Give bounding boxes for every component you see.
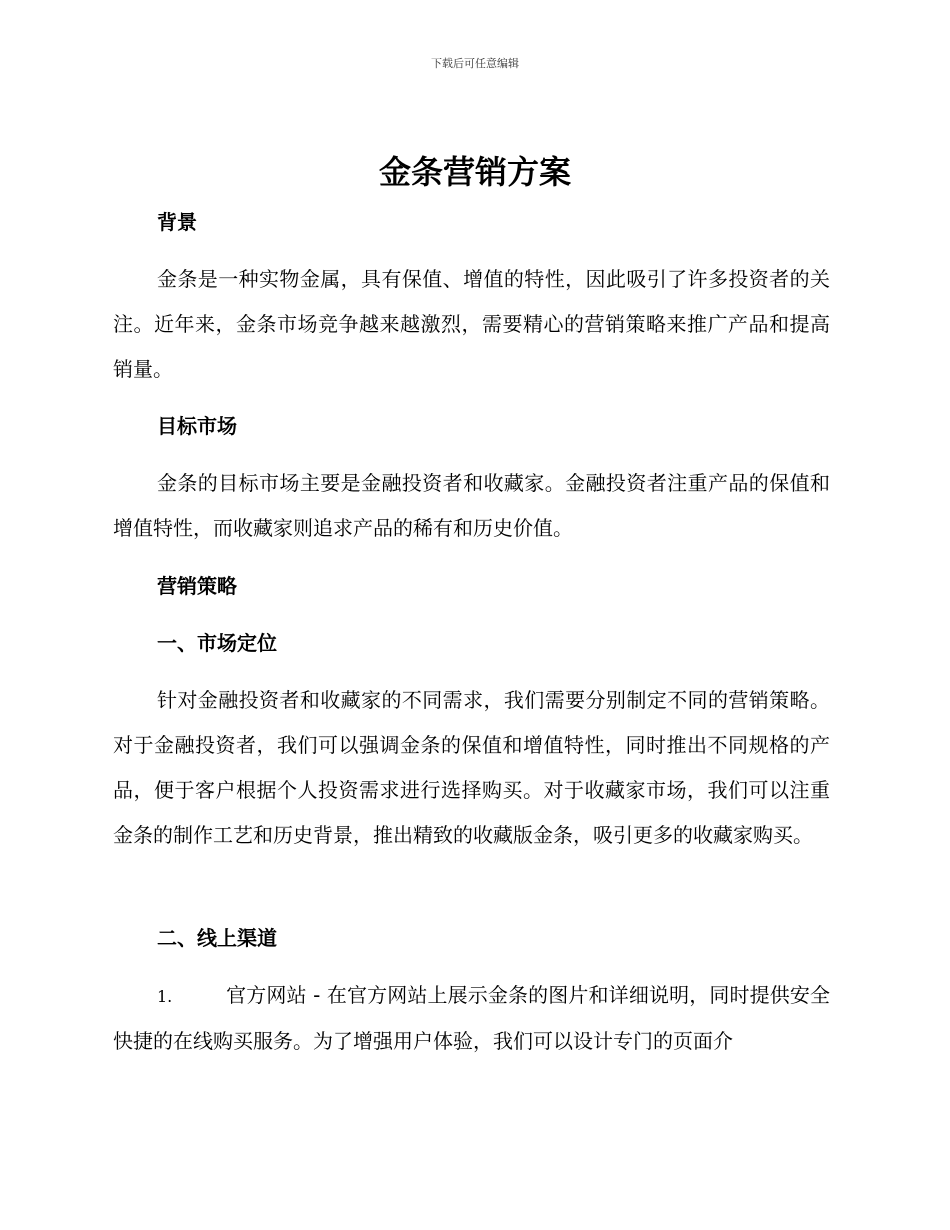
list-item-number: 1. [157, 987, 173, 1006]
header-note: 下载后可任意编辑 [431, 57, 519, 70]
heading-positioning: 一、市场定位 [157, 631, 277, 655]
paragraph-target-market: 金条的目标市场主要是金融投资者和收藏家。金融投资者注重产品的保值和增值特性，而收藏家则追求产品的稀有和历史价值。 [113, 471, 830, 540]
heading-strategy: 营销策略 [157, 574, 237, 598]
heading-online-channel: 二、线上渠道 [157, 926, 277, 950]
list-item [113, 973, 830, 1064]
heading-target-market: 目标市场 [157, 414, 237, 438]
paragraph-positioning: 针对金融投资者和收藏家的不同需求，我们需要分别制定不同的营销策略。对于金融投资者，我们可以强调金条的保值和增值特性，同时推出不同规格的产品，便于客户根据个人投资需求进行选择购买。对于收藏家市场，我们可以注重金条的制作工艺和历史背景，推出精致的收藏版金条，吸引更多的收藏家购买。 [113, 688, 830, 847]
paragraph-background: 金条是一种实物金属，具有保值、增值的特性，因此吸引了许多投资者的关注。近年来，金条市场竞争越来越激烈，需要精心的营销策略来推广产品和提高销量。 [113, 267, 830, 381]
document-title: 金条营销方案 [378, 153, 571, 191]
list-item-text: 官方网站 - 在官方网站上展示金条的图片和详细说明，同时提供安全快捷的在线购买服务。为了增强用户体验，我们可以设计专门的页面介 [113, 983, 830, 1053]
heading-background: 背景 [157, 210, 197, 234]
